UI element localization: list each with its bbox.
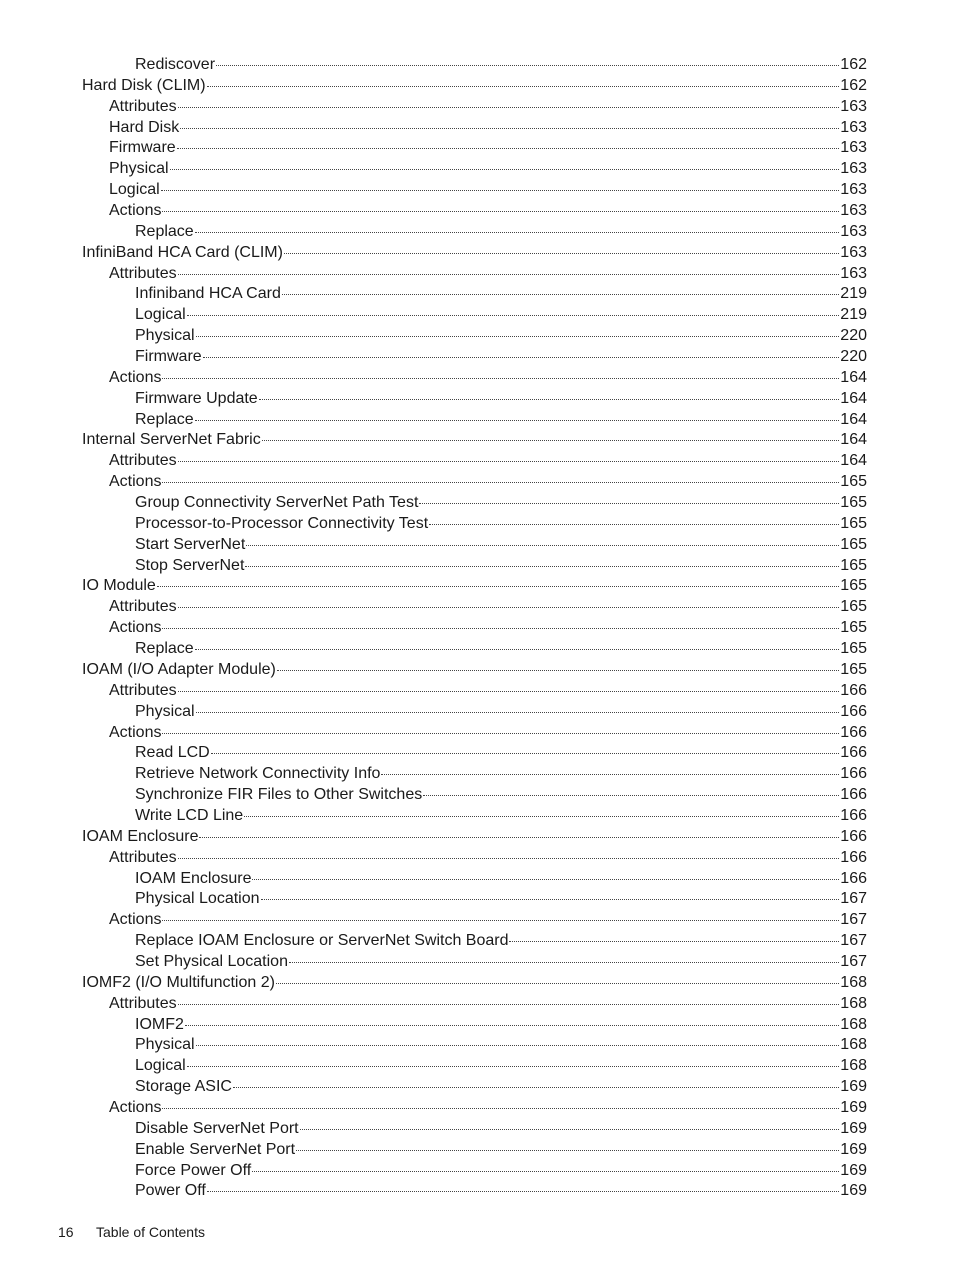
dot-leader	[381, 774, 839, 775]
toc-entry-page-number: 165	[840, 577, 867, 595]
toc-entry-label: Rediscover	[135, 56, 216, 73]
toc-entry-page-number: 166	[840, 744, 867, 762]
toc-entry-page-number: 162	[840, 76, 867, 94]
toc-entry[interactable]	[82, 284, 867, 305]
toc-entry[interactable]	[82, 1077, 867, 1098]
toc-entry[interactable]	[82, 347, 867, 368]
toc-entry-label: Stop ServerNet	[135, 556, 245, 574]
dot-leader	[261, 899, 840, 900]
toc-entry[interactable]	[82, 869, 867, 890]
toc-entry-label: Attributes	[109, 598, 177, 616]
toc-entry-page-number: 167	[840, 932, 867, 950]
dot-leader	[157, 586, 839, 587]
toc-entry-page-number: 168	[840, 1057, 867, 1075]
dot-leader	[207, 86, 840, 87]
toc-entry-page-number: 163	[840, 264, 867, 282]
toc-entry-page-number: 166	[840, 723, 867, 741]
toc-entry-label: Storage ASIC	[135, 1078, 232, 1096]
toc-entry-page-number: 168	[840, 1015, 867, 1033]
dot-leader	[162, 733, 839, 734]
toc-entry-label: Attributes	[109, 97, 177, 115]
dot-leader	[262, 440, 840, 441]
toc-entry[interactable]	[82, 201, 867, 222]
toc-entry-label: Synchronize FIR Files to Other Switches	[135, 786, 423, 804]
toc-entry-label: Retrieve Network Connectivity Info	[135, 765, 381, 783]
dot-leader	[419, 503, 839, 504]
toc-entry[interactable]	[82, 576, 867, 597]
dot-leader	[196, 1045, 840, 1046]
toc-entry[interactable]	[82, 243, 867, 264]
toc-entry[interactable]	[82, 326, 867, 347]
toc-entry[interactable]	[82, 764, 867, 785]
toc-entry-page-number: 165	[840, 514, 867, 532]
toc-entry[interactable]	[82, 910, 867, 931]
dot-leader	[162, 920, 839, 921]
toc-entry-label: Logical	[135, 306, 186, 324]
toc-entry[interactable]	[82, 660, 867, 681]
toc-entry-label: Actions	[109, 368, 162, 386]
toc-entry-label: IOAM Enclosure	[82, 827, 199, 845]
toc-entry-label: Replace	[135, 222, 194, 240]
toc-entry-page-number: 219	[840, 306, 867, 324]
toc-entry[interactable]	[82, 681, 867, 702]
toc-entry-page-number: 163	[840, 243, 867, 261]
toc-entry-label: Attributes	[109, 681, 177, 699]
toc-entry-label: Write LCD Line	[135, 806, 244, 824]
dot-leader	[252, 879, 839, 880]
toc-entry-page-number: 165	[840, 494, 867, 512]
toc-entry-page-number: 163	[840, 181, 867, 199]
dot-leader	[185, 1025, 839, 1026]
toc-entry-label: Attributes	[109, 994, 177, 1012]
toc-entry-label: Actions	[109, 723, 162, 741]
dot-leader	[178, 1004, 840, 1005]
toc-entry-page-number: 165	[840, 473, 867, 491]
dot-leader	[289, 962, 839, 963]
dot-leader	[233, 1087, 839, 1088]
dot-leader	[196, 712, 840, 713]
toc-entry-page-number: 163	[840, 160, 867, 178]
toc-entry-label: IOAM (I/O Adapter Module)	[82, 660, 276, 678]
toc-entry[interactable]	[82, 889, 867, 910]
dot-leader	[180, 128, 839, 129]
dot-leader	[162, 628, 839, 629]
toc-entry-label: Set Physical Location	[135, 952, 288, 970]
dot-leader	[259, 399, 840, 400]
toc-entry-label: Actions	[109, 202, 162, 220]
toc-entry-label: Firmware	[135, 348, 202, 366]
dot-leader	[296, 1150, 839, 1151]
dot-leader	[509, 941, 839, 942]
dot-leader	[162, 1108, 839, 1109]
toc-entry-label: Attributes	[109, 848, 177, 866]
toc-entry-page-number: 166	[840, 806, 867, 824]
toc-entry-label: IOMF2 (I/O Multifunction 2)	[82, 973, 275, 991]
dot-leader	[178, 274, 840, 275]
dot-leader	[423, 795, 839, 796]
toc-entry-label: Physical Location	[135, 890, 260, 908]
dot-leader	[203, 357, 840, 358]
toc-entry-label: Read LCD	[135, 744, 210, 762]
dot-leader	[177, 148, 840, 149]
dot-leader	[178, 461, 840, 462]
dot-leader	[178, 607, 840, 608]
toc-entry-page-number: 166	[840, 681, 867, 699]
toc-entry-label: IO Module	[82, 577, 156, 595]
dot-leader	[196, 336, 840, 337]
dot-leader	[162, 378, 839, 379]
toc-entry-page-number: 165	[840, 640, 867, 658]
toc-entry-page-number: 167	[840, 952, 867, 970]
toc-entry-label: Enable ServerNet Port	[135, 1140, 296, 1158]
toc-entry[interactable]	[82, 118, 867, 139]
toc-entry-page-number: 166	[840, 786, 867, 804]
dot-leader	[178, 858, 840, 859]
dot-leader	[429, 524, 839, 525]
toc-entry[interactable]	[82, 618, 867, 639]
toc-entry-page-number: 164	[840, 431, 867, 449]
toc-entry[interactable]	[82, 493, 867, 514]
toc-entry[interactable]	[82, 472, 867, 493]
toc-entry-page-number: 166	[840, 848, 867, 866]
dot-leader	[216, 65, 839, 66]
toc-entry[interactable]	[82, 1119, 867, 1140]
toc-entry-label: Logical	[135, 1057, 186, 1075]
toc-entry-label: Physical	[135, 327, 195, 345]
toc-entry-page-number: 163	[840, 139, 867, 157]
toc-entry-page-number: 163	[840, 222, 867, 240]
toc-entry-label: Actions	[109, 1098, 162, 1116]
toc-entry-page-number: 169	[840, 1161, 867, 1179]
toc-entry-page-number: 166	[840, 827, 867, 845]
toc-entry[interactable]	[82, 743, 867, 764]
toc-entry[interactable]	[82, 1035, 867, 1056]
page-footer	[58, 1223, 205, 1241]
toc-entry-page-number: 164	[840, 452, 867, 470]
toc-entry[interactable]	[82, 159, 867, 180]
dot-leader	[245, 566, 839, 567]
toc-entry-page-number: 164	[840, 410, 867, 428]
dot-leader	[276, 983, 839, 984]
toc-entry[interactable]	[82, 1098, 867, 1119]
toc-entry[interactable]	[82, 180, 867, 201]
toc-entry-page-number: 166	[840, 702, 867, 720]
toc-entry-page-number: 166	[840, 869, 867, 887]
toc-entry-label: Firmware Update	[135, 389, 258, 407]
toc-entry-label: Hard Disk (CLIM)	[82, 76, 206, 94]
toc-entry[interactable]	[82, 931, 867, 952]
toc-entry-page-number: 220	[840, 348, 867, 366]
toc-entry-label: Physical	[135, 1036, 195, 1054]
dot-leader	[277, 670, 839, 671]
toc-entry[interactable]	[82, 264, 867, 285]
toc-entry[interactable]	[82, 1015, 867, 1036]
dot-leader	[246, 545, 839, 546]
toc-entry-page-number: 164	[840, 389, 867, 407]
dot-leader	[207, 1191, 839, 1192]
toc-entry[interactable]	[82, 1181, 867, 1202]
toc-entry[interactable]	[82, 451, 867, 472]
toc-entry-label: Firmware	[109, 139, 176, 157]
toc-entry[interactable]	[82, 222, 867, 243]
toc-entry-page-number: 168	[840, 973, 867, 991]
toc-entry-label: Actions	[109, 473, 162, 491]
toc-entry-label: Attributes	[109, 264, 177, 282]
toc-entry-label: Replace IOAM Enclosure or ServerNet Switch Board	[135, 932, 509, 950]
toc-entry-page-number: 164	[840, 368, 867, 386]
toc-entry-page-number: 165	[840, 535, 867, 553]
toc-entry-label: Replace	[135, 410, 194, 428]
toc-entry[interactable]	[82, 514, 867, 535]
toc-entry-page-number: 165	[840, 598, 867, 616]
toc-entry[interactable]	[82, 848, 867, 869]
dot-leader	[178, 691, 840, 692]
toc-entry-label: InfiniBand HCA Card (CLIM)	[82, 243, 283, 261]
toc-entry-label: Actions	[109, 619, 162, 637]
toc-entry-page-number: 167	[840, 890, 867, 908]
toc-entry-label: IOMF2	[135, 1015, 184, 1033]
toc-entry[interactable]	[82, 368, 867, 389]
toc-entry[interactable]	[82, 973, 867, 994]
dot-leader	[244, 816, 839, 817]
dot-leader	[161, 190, 840, 191]
toc-entry-page-number: 165	[840, 556, 867, 574]
toc-entry-page-number: 219	[840, 285, 867, 303]
dot-leader	[178, 107, 840, 108]
toc-entry-page-number: 169	[840, 1098, 867, 1116]
dot-leader	[162, 211, 839, 212]
toc-entry[interactable]	[82, 1161, 867, 1182]
toc-entry[interactable]	[82, 389, 867, 410]
toc-entry[interactable]	[82, 994, 867, 1015]
toc-entry-page-number: 165	[840, 660, 867, 678]
toc-entry[interactable]	[82, 55, 867, 76]
toc-entry[interactable]	[82, 639, 867, 660]
toc-entry-label: Internal ServerNet Fabric	[82, 431, 261, 449]
toc-entry-page-number: 163	[840, 202, 867, 220]
toc-entry[interactable]	[82, 138, 867, 159]
toc-entry-label: Actions	[109, 911, 162, 929]
toc-entry[interactable]	[82, 827, 867, 848]
toc-entry-label: Infiniband HCA Card	[135, 285, 281, 303]
toc-entry[interactable]	[82, 535, 867, 556]
toc-entry-page-number: 168	[840, 1036, 867, 1054]
dot-leader	[162, 482, 839, 483]
toc-entry-label: Replace	[135, 640, 194, 658]
dot-leader	[187, 1066, 840, 1067]
dot-leader	[187, 315, 840, 316]
dot-leader	[300, 1129, 840, 1130]
toc-entry[interactable]	[82, 97, 867, 118]
toc-entry[interactable]	[82, 806, 867, 827]
toc-entry[interactable]	[82, 723, 867, 744]
toc-entry[interactable]	[82, 1056, 867, 1077]
toc-entry[interactable]	[82, 702, 867, 723]
toc-entry-label: Attributes	[109, 452, 177, 470]
dot-leader	[195, 649, 840, 650]
toc-entry[interactable]	[82, 410, 867, 431]
toc-entry-label: Disable ServerNet Port	[135, 1119, 299, 1137]
toc-entry-page-number: 166	[840, 765, 867, 783]
table-of-contents	[82, 55, 867, 1202]
dot-leader	[170, 169, 840, 170]
toc-entry-label: Hard Disk	[109, 118, 180, 136]
toc-entry-page-number: 165	[840, 619, 867, 637]
dot-leader	[284, 253, 839, 254]
dot-leader	[195, 232, 840, 233]
toc-entry-page-number: 167	[840, 911, 867, 929]
footer-section-title: Table of Contents	[96, 1224, 205, 1240]
toc-entry-label: Power Off	[135, 1182, 206, 1200]
toc-entry-page-number: 169	[840, 1078, 867, 1096]
toc-entry-label: Physical	[135, 702, 195, 720]
toc-entry-label: IOAM Enclosure	[135, 869, 252, 887]
toc-entry[interactable]	[82, 76, 867, 97]
toc-entry-page-number: 163	[840, 118, 867, 136]
toc-entry-page-number: 163	[840, 97, 867, 115]
toc-entry[interactable]	[82, 556, 867, 577]
toc-entry[interactable]	[82, 952, 867, 973]
toc-entry-page-number: 168	[840, 994, 867, 1012]
dot-leader	[211, 753, 840, 754]
toc-entry-page-number: 162	[840, 56, 867, 73]
dot-leader	[282, 294, 839, 295]
footer-page-number: 16	[58, 1224, 74, 1240]
toc-entry[interactable]	[82, 785, 867, 806]
toc-entry-label: Force Power Off	[135, 1161, 252, 1179]
toc-entry-label: Group Connectivity ServerNet Path Test	[135, 494, 419, 512]
toc-entry-label: Physical	[109, 160, 169, 178]
toc-entry[interactable]	[82, 1140, 867, 1161]
toc-entry[interactable]	[82, 597, 867, 618]
toc-entry-label: Start ServerNet	[135, 535, 246, 553]
toc-entry-label: Logical	[109, 181, 160, 199]
toc-entry-page-number: 220	[840, 327, 867, 345]
dot-leader	[199, 837, 839, 838]
toc-entry-page-number: 169	[840, 1119, 867, 1137]
toc-entry-page-number: 169	[840, 1140, 867, 1158]
dot-leader	[195, 420, 840, 421]
dot-leader	[252, 1171, 839, 1172]
toc-entry-label: Processor-to-Processor Connectivity Test	[135, 514, 429, 532]
toc-entry[interactable]	[82, 305, 867, 326]
toc-entry-page-number: 169	[840, 1182, 867, 1200]
toc-entry[interactable]	[82, 430, 867, 451]
